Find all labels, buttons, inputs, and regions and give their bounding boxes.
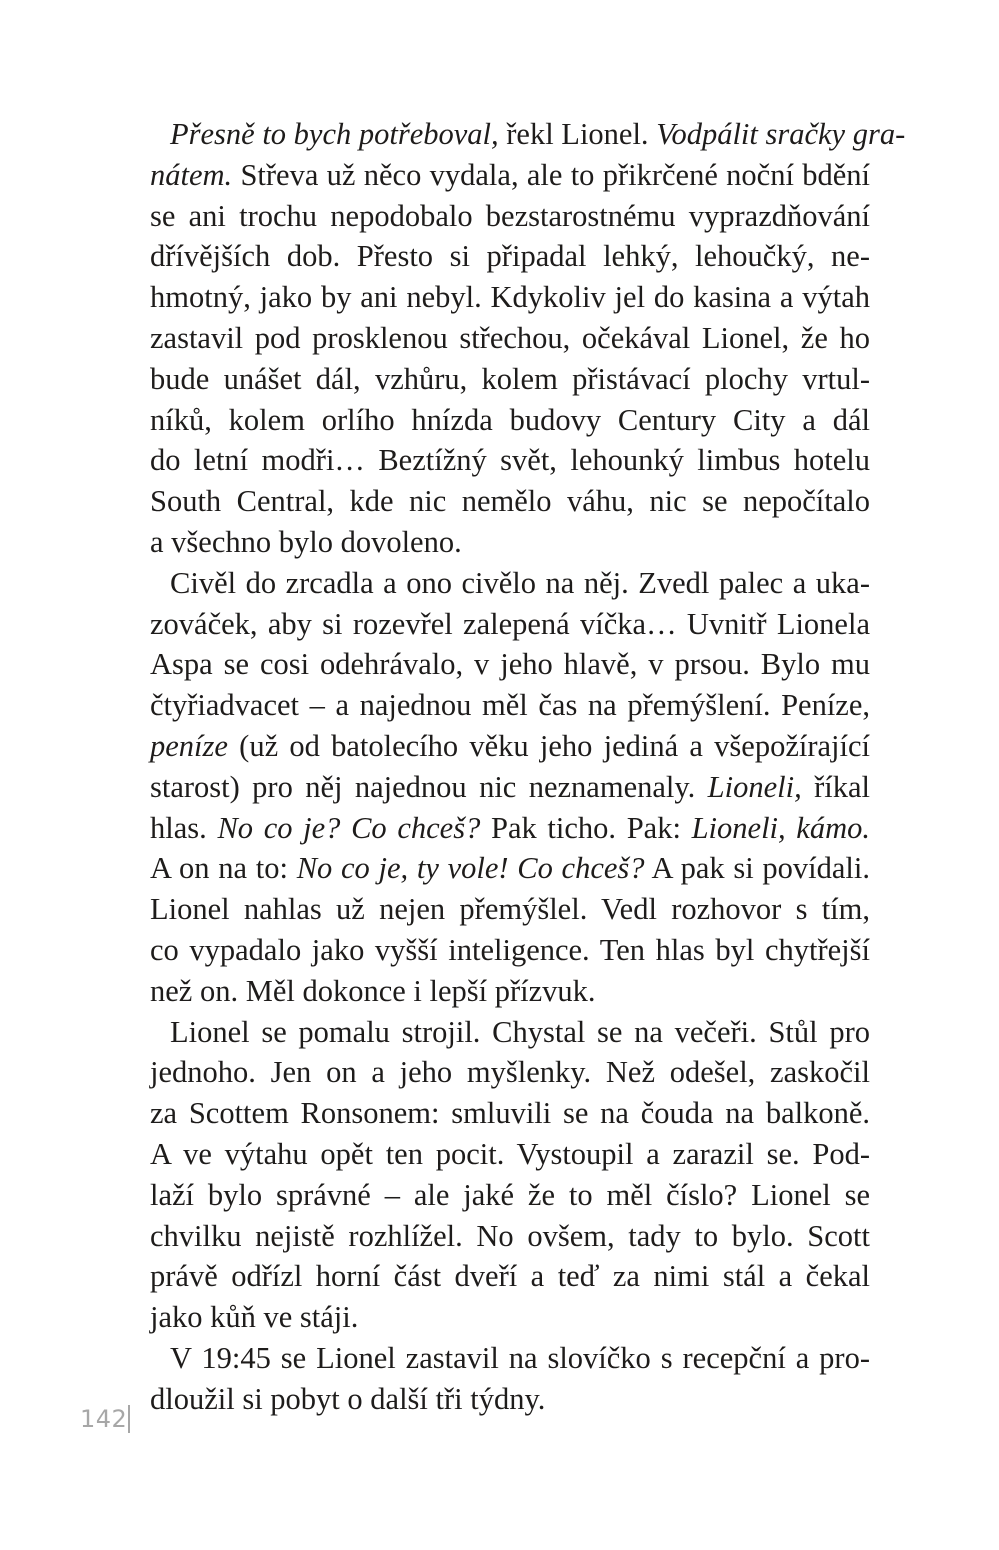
page-number-divider [128, 1405, 130, 1433]
italic-text: Lioneli, [707, 769, 802, 804]
text-run: chvilku nejistě rozhlížel. No ovšem, tady to bylo. Scott [150, 1218, 870, 1253]
text-run: starost) pro něj najednou nic neznamenaly. [150, 769, 708, 804]
italic-text: No co je, ty vole! Co chceš? [296, 851, 645, 886]
text-line [130, 1175, 870, 1216]
text-line [130, 1093, 870, 1134]
paragraph [130, 1012, 870, 1338]
text-line [130, 1297, 870, 1338]
text-line [130, 236, 870, 277]
text-run: Lionel se pomalu strojil. Chystal se na večeři. Stůl pro [170, 1014, 870, 1049]
text-run: Aspa se cosi odehrávalo, v jeho hlavě, v prsou. Bylo mu [150, 647, 870, 682]
text-line [130, 726, 870, 767]
text-run: Pak ticho. Pak: [480, 810, 692, 845]
text-line [130, 1012, 870, 1053]
text-line [130, 808, 870, 849]
text-run: jako kůň ve stáji. [150, 1300, 359, 1335]
text-run: dřívějších dob. Přesto si připadal lehký, lehoučký, ne- [150, 239, 870, 274]
text-line [130, 889, 870, 930]
text-run: V 19:45 se Lionel zastavil na slovíčko s recepční a pro- [170, 1340, 870, 1375]
text-line [130, 481, 870, 522]
text-line [130, 930, 870, 971]
text-run: jednoho. Jen on a jeho myšlenky. Než odešel, zaskočil [150, 1055, 870, 1090]
text-line [130, 440, 870, 481]
text-line [130, 644, 870, 685]
text-line [130, 563, 870, 604]
paragraph [130, 1338, 870, 1420]
paragraph [130, 563, 870, 1012]
text-line [130, 1338, 870, 1379]
text-run: A ve výtahu opět ten pocit. Vystoupil a zarazil se. Pod- [150, 1136, 870, 1171]
text-line [130, 1216, 870, 1257]
text-run: A on na to: [150, 851, 297, 886]
italic-text: nátem. [150, 157, 233, 192]
italic-text: Lioneli, kámo. [691, 810, 870, 845]
text-run: zastavil pod prosklenou střechou, očekával Lionel, že ho [150, 320, 870, 355]
text-line [130, 114, 906, 155]
text-line [130, 522, 870, 563]
text-run: právě odřízl horní část dveří a teď za nimi stál a čekal [150, 1259, 870, 1294]
italic-text: peníze [150, 728, 228, 763]
text-run: hmotný, jako by ani nebyl. Kdykoliv jel do kasina a výtah [150, 280, 870, 315]
text-run: (už od batolecího věku jeho jediná a všepožírající [227, 728, 870, 763]
text-run: Lionel nahlas už nejen přemýšlel. Vedl rozhovor s tím, [150, 892, 870, 927]
page-number: 142 [80, 1405, 128, 1433]
body-text [130, 114, 906, 1420]
text-run: do letní modři… Beztížný svět, lehounký limbus hotelu [150, 443, 870, 478]
text-run: bude unášet dál, vzhůru, kolem přistávací plochy vrtul- [150, 361, 870, 396]
text-run: čtyřiadvacet – a najednou měl čas na přemýšlení. Peníze, [150, 688, 870, 723]
text-run: řekl Lionel. [498, 117, 657, 151]
text-run: dloužil si pobyt o další tři týdny. [150, 1381, 546, 1416]
text-line [130, 1052, 870, 1093]
text-run: Civěl do zrcadla a ono civělo na něj. Zvedl palec a uka- [170, 565, 870, 600]
italic-text: Přesně to bych potřeboval, [170, 117, 499, 151]
italic-text: Vodpálit sračky gra- [656, 117, 906, 151]
text-run: než on. Měl dokonce i lepší přízvuk. [150, 973, 596, 1008]
text-run: co vypadalo jako vyšší inteligence. Ten hlas byl chytřejší [150, 932, 870, 967]
text-run: laží bylo správné – ale jaké že to měl číslo? Lionel se [150, 1177, 870, 1212]
text-line [130, 767, 870, 808]
text-run: a všechno bylo dovoleno. [150, 524, 462, 559]
text-run: níků, kolem orlího hnízda budovy Century City a dál [150, 402, 870, 437]
text-line [130, 318, 870, 359]
text-line [130, 196, 870, 237]
text-line [130, 400, 870, 441]
text-run: Střeva už něco vydala, ale to přikrčené noční bdění [232, 157, 870, 192]
text-line [130, 685, 870, 726]
text-line [130, 971, 870, 1012]
text-run: hlas. [150, 810, 218, 845]
text-line [130, 359, 870, 400]
italic-text: No co je? Co chceš? [217, 810, 481, 845]
text-line [130, 1134, 870, 1175]
text-run: South Central, kde nic nemělo váhu, nic se nepočítalo [150, 484, 870, 519]
text-line [130, 1256, 870, 1297]
text-line [130, 155, 870, 196]
text-run: zováček, aby si rozevřel zalepená víčka… Uvnitř Lionela [150, 606, 870, 641]
text-line [130, 604, 870, 645]
text-line [130, 277, 870, 318]
text-run: A pak si povídali. [644, 851, 871, 886]
text-line [130, 848, 870, 889]
text-run: říkal [801, 769, 870, 804]
text-run: se ani trochu nepodobalo bezstarostnému vyprazdňování [150, 198, 870, 233]
paragraph [130, 114, 906, 563]
text-line [130, 1379, 870, 1420]
text-run: za Scottem Ronsonem: smluvili se na čouda na balkoně. [150, 1096, 870, 1131]
